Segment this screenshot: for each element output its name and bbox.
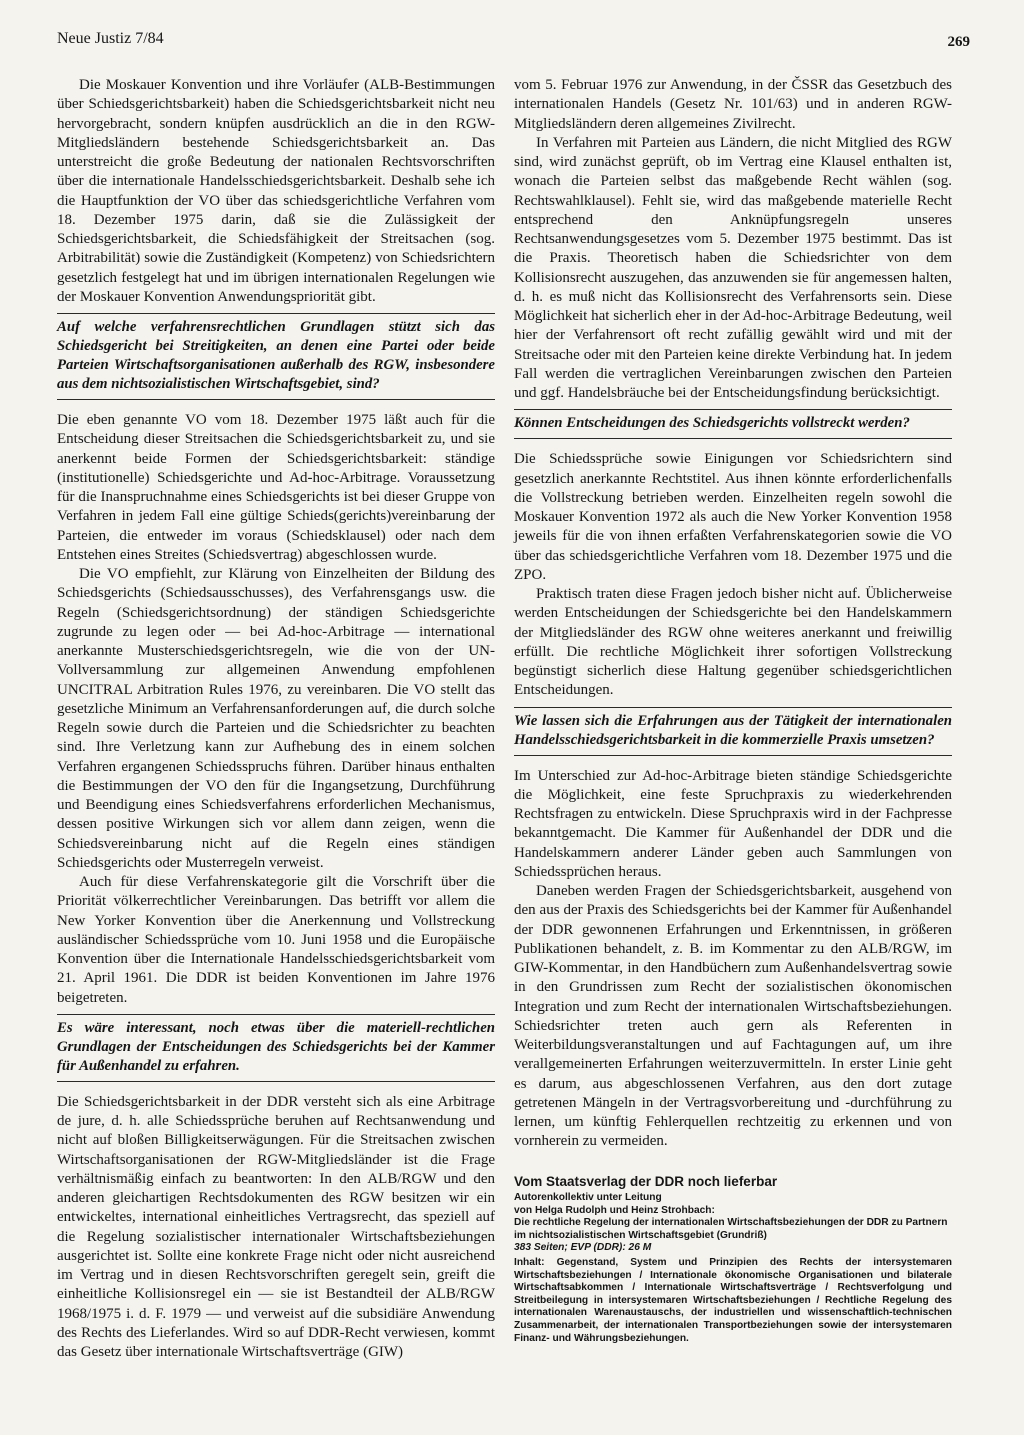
paragraph: Im Unterschied zur Ad-hoc-Arbitrage bieten ständige Schiedsgerichte die Möglichkeit, eine feste Spruchpraxis zu wiederkehrenden Rechtsfragen zu entwickeln. Diese Spruchpraxis wird in der Fachpresse bekanntgemacht. Die Kammer für Außenhandel der DDR und die Handelskammern anderer Länder geben auch Sammlungen von Schiedssprüchen heraus.	[514, 767, 952, 880]
advert-authors-names: von Helga Rudolph und Heinz Strohbach:	[514, 1204, 715, 1216]
paragraph: Die Schiedsgerichtsbarkeit in der DDR versteht sich als eine Arbitrage de jure, d. h. alle Schiedssprüche beruhen auf Rechtsanwendung und nicht auf bloßen Billigkeitserwägungen. Für die Streitsachen zwischen Wirtschaftsorganisationen der RGW-Mitgliedsländer ist die Frage verhältnismäßig einfach zu beantworten: In den ALB/RGW und den anderen gleichartigen Rechtsdokumenten des RGW besitzen wir ein entwickeltes, international einheitliches Vertragsrecht, das speziell auf die Regelung sozialistischer internationaler Wirtschaftsbeziehungen ausgerichtet ist. Sollte eine konkrete Frage nicht oder nicht ausreichend im Vertrag und in diesen Rechtsvorschriften geregelt sein, greift die einheitliche Kollisionsregel ein — sie ist Bestandteil der ALB/RGW 1968/1975 i. d. F. 1979 — und verweist auf die subsidiäre Anwendung des Rechts des Lieferlandes. Wird so auf DDR-Recht verwiesen, kommt das Gesetz über internationale Wirtschaftsverträge (GIW)	[57, 1093, 495, 1360]
publisher-advert	[514, 1173, 952, 1346]
paragraph: Die Moskauer Konvention und ihre Vorläufer (ALB-Bestimmungen über Schiedsgerichtsbarkeit) haben die Schiedsgerichtsbarkeit nicht neu hervorgebracht, sondern knüpfen ausdrücklich an die in den RGW-Mitgliedsländern bestehende Schiedsgerichtsbarkeit an. Das unterstreicht die große Bedeutung der nationalen Rechtsvorschriften über die internationale Handelsschiedsgerichtsbarkeit. Deshalb sehe ich die Hauptfunktion der VO über das schiedsgerichtliche Verfahren vom 18. Dezember 1975 darin, daß sie die Zulässigkeit der Schiedsgerichtsbarkeit, die Schiedsfähigkeit der Streitsachen (sog. Arbitrabilität) sowie die Zuständigkeit (Kompetenz) von Schiedsrichtern gesetzlich festgelegt hat und im übrigen internationalen Regelungen wie der Moskauer Konvention Anwendungspriorität gibt.	[57, 77, 495, 305]
left-column	[57, 76, 495, 1362]
advert-title: Vom Staatsverlag der DDR noch lieferbar	[514, 1173, 778, 1189]
interview-question: Wie lassen sich die Erfahrungen aus der Tätigkeit der internationalen Handelsschiedsgerichtsbarkeit in die kommerzielle Praxis umsetzen?	[514, 707, 952, 756]
interview-question: Können Entscheidungen des Schiedsgerichts vollstreckt werden?	[514, 409, 952, 439]
journal-title: Neue Justiz 7/84	[57, 30, 164, 47]
page-header	[57, 30, 970, 54]
advert-book-title: Die rechtliche Regelung der internationalen Wirtschaftsbeziehungen der DDR zu Partnern im nichtsozialistischen Wirtschaftsgebiet (Grundriß)	[514, 1217, 948, 1241]
paragraph: Daneben werden Fragen der Schiedsgerichtsbarkeit, ausgehend von den aus der Praxis des Schiedsgerichts bei der Kammer für Außenhandel der DDR gewonnenen Erfahrungen und Erkenntnissen, in größeren Publikationen behandelt, z. B. im Kommentar zu den ALB/RGW, im GIW-Kommentar, in den Handbüchern zum Außenhandelsvertrag sowie in den Grundrissen zum Recht der sozialistischen ökonomischen Integration und zum Recht der internationalen Wirtschaftsbeziehungen. Schiedsrichter treten auch gern als Referenten in Weiterbildungsveranstaltungen und auf Fachtagungen auf, um ihre verallgemeinerten Erfahrungen weiterzuvermitteln. In erster Linie geht es darum, aus abgeschlossenen Verfahren, aus den dort zutage getretenen Mängeln in der Vertragsvorbereitung und -durchführung zu lernen, um künftig Fehlerquellen rechtzeitig zu erkennen und von vornherein zu vermeiden.	[514, 883, 952, 1150]
paragraph: Auch für diese Verfahrenskategorie gilt die Vorschrift über die Priorität völkerrechtlicher Vereinbarungen. Das betrifft vor allem die New Yorker Konvention über die Anerkennung und Vollstreckung ausländischer Schiedssprüche vom 10. Juni 1958 und die Europäische Konvention über die Internationale Handelsschiedsgerichtsbarkeit vom 21. April 1961. Die DDR ist beiden Konventionen im Jahre 1976 beigetreten.	[57, 874, 495, 1006]
paragraph: Die VO empfiehlt, zur Klärung von Einzelheiten der Bildung des Schiedsgerichts (Schiedsausschusses), des Verfahrensgangs usw. die Regeln (Schiedsgerichtsordnung) der ständigen Schiedsgerichte zugrunde zu legen oder — bei Ad-hoc-Arbitrage — international anerkannte Musterschiedsgerichtsregeln, wie die von der UN-Vollversammlung zur allgemeinen Anwendung empfohlenen UNCITRAL Arbitration Rules 1976, zu vereinbaren. Die VO stellt das gesetzliche Minimum an Verfahrensanforderungen auf, die durch solche Regeln sowie durch die Parteien und die Schiedsrichter zu beachten sind. Ihre Verletzung kann zur Aufhebung des in einem solchen Verfahren ergangenen Schiedsspruchs führen. Darüber hinaus enthalten die Bestimmungen der VO den für die Ingangsetzung, Durchführung und Beendigung eines Schiedsverfahrens erforderlichen Mechanismus, dessen positive Wirkungen sich vor allem dann zeigen, wenn die Schiedsvereinbarung nicht auf die Regeln eines ständigen Schiedsgerichts oder Musterregeln verweist.	[57, 566, 495, 871]
advert-contents: Inhalt: Gegenstand, System und Prinzipien des Rechts der intersystemaren Wirtschaftsbeziehungen / Internationale ökonomische Organisationen und bilaterale Wirtschaftsabkommen / Internationale Wirtschaftsverträge / Rechtsverfolgung und Streitbeilegung in intersystemaren Wirtschaftsbeziehungen / Rechtliche Regelung des internationalen Warenaustauschs, der industriellen und wissenschaftlich-technischen Zusammenarbeit, der internationalen Transportbeziehungen sowie der intersystemaren Finanz- und Währungsbeziehungen.	[514, 1257, 952, 1344]
advert-authors: Autorenkollektiv unter Leitung	[514, 1192, 662, 1204]
interview-question: Auf welche verfahrensrechtlichen Grundlagen stützt sich das Schiedsgericht bei Streitigkeiten, an denen eine Partei oder beide Parteien Wirtschaftsorganisationen außerhalb des RGW, insbesondere aus dem nichtsozialistischen Wirtschaftsgebiet, sind?	[57, 313, 495, 400]
paragraph: vom 5. Februar 1976 zur Anwendung, in der ČSSR das Gesetzbuch des internationalen Handels (Gesetz Nr. 101/63) und in anderen RGW-Mitgliedsländern deren allgemeines Zivilrecht.	[514, 77, 952, 132]
right-column	[514, 76, 952, 1345]
paragraph: Die eben genannte VO vom 18. Dezember 1975 läßt auch für die Entscheidung dieser Streitsachen die Schiedsgerichtsbarkeit zu, und sie anerkennt beide Formen der Schiedsgerichtsbarkeit: ständige (institutionelle) Schiedsgerichte und Ad-hoc-Arbitrage. Voraussetzung für die Inanspruchnahme eines Schiedsgerichts ist bei dieser Gruppe von Verfahren in jedem Fall eine gültige Schieds(gerichts)vereinbarung der Parteien, die entweder im voraus (Schiedsklausel) oder nach dem Entstehen eines Streites (Schiedsvertrag) abgeschlossen wurde.	[57, 412, 495, 563]
paragraph: In Verfahren mit Parteien aus Ländern, die nicht Mitglied des RGW sind, wird zunächst geprüft, ob im Vertrag eine Klausel enthalten ist, wonach die Parteien selbst das maßgebende Recht wählen (sog. Rechtswahlklausel). Fehlt sie, wird das maßgebende materielle Recht entsprechend den Anknüpfungsregeln unseres Rechtsanwendungsgesetzes vom 5. Dezember 1975 bestimmt. Das ist die Praxis. Theoretisch haben die Schiedsrichter von dem Kollisionsrecht auszugehen, das anzuwenden sie für angemessen halten, d. h. es muß nicht das Kollisionsrecht des Verfahrensorts sein. Diese Möglichkeit hat sicherlich eher in der Ad-hoc-Arbitrage Bedeutung, weil hier der Verfahrensort oft recht zufällig gewählt wird und mit der Streitsache oder mit den Parteien keine direkte Verbindung hat. In jedem Fall werden die vertraglichen Vereinbarungen zwischen den Parteien und ggf. Handelsbräuche bei der Entscheidungsfindung berücksichtigt.	[514, 134, 952, 401]
advert-publication-info: 383 Seiten; EVP (DDR): 26 M	[514, 1242, 652, 1254]
paragraph: Die Schiedssprüche sowie Einigungen vor Schiedsrichtern sind gesetzlich anerkannte Rechtstitel. Aus ihnen könnte erforderlichenfalls die Vollstreckung betrieben werden. Einzelheiten regeln sowohl die Moskauer Konvention 1972 als auch die New Yorker Konvention 1958 jeweils für die von ihnen erfaßten Verfahrenskategorien sowie die VO über das schiedsgerichtliche Verfahren vom 18. Dezember 1975 und die ZPO.	[514, 451, 952, 583]
paragraph: Praktisch traten diese Fragen jedoch bisher nicht auf. Üblicherweise werden Entscheidungen der Schiedsgerichte bei den Handelskammern der Mitgliedsländer des RGW ohne weiteres anerkannt und freiwillig erfüllt. Die rechtliche Möglichkeit ihrer sofortigen Vollstreckung begünstigt sicherlich diese Haltung gegenüber schiedsgerichtlichen Entscheidungen.	[514, 586, 952, 699]
page-number: 269	[947, 34, 970, 50]
interview-question: Es wäre interessant, noch etwas über die materiell-rechtlichen Grundlagen der Entscheidungen des Schiedsgerichts bei der Kammer für Außenhandel zu erfahren.	[57, 1014, 495, 1082]
